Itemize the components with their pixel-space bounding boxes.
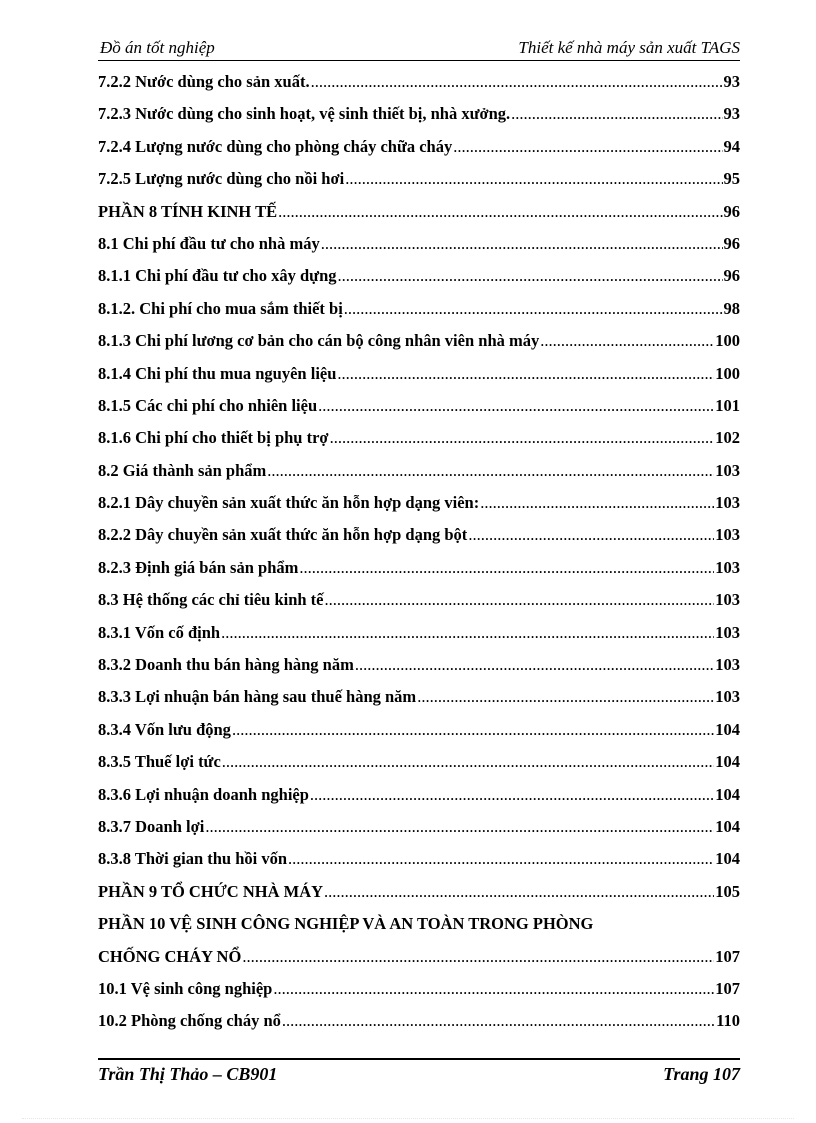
toc-entry-title: 8.3.6 Lợi nhuận doanh nghiệp <box>98 784 309 804</box>
toc-entry[interactable] <box>98 396 740 428</box>
toc-entry[interactable] <box>98 104 740 136</box>
toc-dot-leader <box>337 364 714 384</box>
toc-dot-leader <box>278 202 722 222</box>
toc-dot-leader <box>267 461 714 481</box>
toc-entry[interactable] <box>98 752 740 784</box>
toc-entry-page: 103 <box>715 655 740 675</box>
toc-entry-page: 107 <box>715 946 740 966</box>
toc-entry-page: 100 <box>715 331 740 351</box>
toc-dot-leader <box>222 752 714 772</box>
toc-dot-leader <box>288 849 714 869</box>
toc-entry-page: 101 <box>715 395 740 415</box>
toc-entry-title: 8.3.8 Thời gian thu hồi vốn <box>98 849 288 869</box>
toc-entry[interactable] <box>98 525 740 557</box>
toc-entry-page: 93 <box>723 72 740 91</box>
toc-entry-title: PHẦN 9 TỔ CHỨC NHÀ MÁY <box>98 881 324 901</box>
toc-entry-title: CHỐNG CHÁY NỔ <box>98 946 242 966</box>
toc-entry-page: 107 <box>715 978 740 998</box>
toc-entry-first-line[interactable] <box>98 914 740 946</box>
toc-entry-page: 104 <box>715 719 740 739</box>
toc-entry-title: 8.3.4 Vốn lưu động <box>98 719 231 739</box>
toc-entry-title: PHẦN 8 TÍNH KINH TẾ <box>98 201 278 221</box>
toc-entry-page: 95 <box>723 169 740 189</box>
toc-entry-title: 8.1.2. Chi phí cho mua sắm thiết bị <box>98 298 343 318</box>
toc-entry-page: 93 <box>723 104 740 124</box>
toc-entry[interactable] <box>98 137 740 169</box>
toc-entry-title: 10.1 Vệ sinh công nghiệp <box>98 978 273 998</box>
toc-dot-leader <box>310 785 714 805</box>
toc-entry-page: 103 <box>715 525 740 545</box>
table-of-contents <box>98 72 740 1044</box>
toc-entry-page: 94 <box>723 136 740 156</box>
toc-entry-title: 8.3.3 Lợi nhuận bán hàng sau thuế hàng năm <box>98 687 417 707</box>
toc-entry-page: 104 <box>715 784 740 804</box>
toc-entry[interactable] <box>98 266 740 298</box>
toc-entry-page: 98 <box>723 298 740 318</box>
toc-dot-leader <box>321 234 723 254</box>
toc-entry[interactable] <box>98 428 740 460</box>
toc-entry-title: 8.1 Chi phí đầu tư cho nhà máy <box>98 233 320 253</box>
toc-dot-leader <box>355 655 714 675</box>
toc-entry[interactable] <box>98 687 740 719</box>
page-bottom-divider <box>22 1118 794 1119</box>
toc-dot-leader <box>338 266 723 286</box>
toc-entry-page: 104 <box>715 752 740 772</box>
toc-entry-title: 8.3.5 Thuế lợi tức <box>98 752 221 772</box>
toc-entry[interactable] <box>98 364 740 396</box>
toc-entry[interactable] <box>98 720 740 752</box>
toc-entry-title: 8.3.2 Doanh thu bán hàng hàng năm <box>98 655 354 675</box>
toc-dot-leader <box>282 1011 715 1031</box>
toc-entry-page: 102 <box>715 428 740 448</box>
toc-entry-title: 8.3.1 Vốn cố định <box>98 622 221 642</box>
toc-entry[interactable] <box>98 655 740 687</box>
toc-entry-title: 8.3.7 Doanh lợi <box>98 816 205 836</box>
toc-entry[interactable] <box>98 331 740 363</box>
toc-entry[interactable] <box>98 234 740 266</box>
toc-dot-leader <box>221 623 714 643</box>
toc-entry[interactable] <box>98 882 740 914</box>
toc-dot-leader <box>480 493 714 513</box>
toc-entry[interactable] <box>98 558 740 590</box>
toc-entry-title: 8.2.1 Dây chuyền sản xuất thức ăn hỗn hợp dạng viên: <box>98 493 480 513</box>
toc-entry-title: 8.1.4 Chi phí thu mua nguyên liệu <box>98 363 337 383</box>
toc-entry[interactable] <box>98 849 740 881</box>
footer-page-number: Trang 107 <box>663 1064 740 1084</box>
toc-entry[interactable] <box>98 461 740 493</box>
page-footer <box>98 1058 740 1090</box>
toc-entry[interactable] <box>98 202 740 234</box>
toc-entry-page: 110 <box>716 1011 740 1031</box>
toc-entry-title: 7.2.5 Lượng nước dùng cho nồi hơi <box>98 169 345 189</box>
toc-entry-title: 8.1.3 Chi phí lương cơ bản cho cán bộ công nhân viên nhà máy <box>98 331 540 351</box>
toc-entry[interactable] <box>98 1011 740 1043</box>
toc-entry-page: 103 <box>715 590 740 610</box>
toc-entry-title: 7.2.2 Nước dùng cho sản xuất. <box>98 72 310 91</box>
toc-entry-title: 8.2.3 Định giá bán sản phẩm <box>98 557 299 577</box>
header-left-text: Đồ án tốt nghiệp <box>100 38 215 57</box>
page-header <box>98 36 740 61</box>
toc-dot-leader <box>299 558 714 578</box>
toc-entry-title: 8.2 Giá thành sản phẩm <box>98 460 267 480</box>
toc-entry[interactable] <box>98 623 740 655</box>
toc-entry[interactable] <box>98 785 740 817</box>
toc-dot-leader <box>273 979 714 999</box>
toc-entry-page: 100 <box>715 363 740 383</box>
toc-entry-title: 7.2.4 Lượng nước dùng cho phòng cháy chữa cháy <box>98 136 453 156</box>
toc-dot-leader <box>205 817 714 837</box>
toc-dot-leader <box>311 72 723 92</box>
toc-dot-leader <box>318 396 714 416</box>
toc-entry[interactable] <box>98 299 740 331</box>
toc-entry[interactable] <box>98 979 740 1011</box>
toc-dot-leader <box>242 947 714 967</box>
toc-entry-title: PHẦN 10 VỆ SINH CÔNG NGHIỆP VÀ AN TOÀN TRONG PHÒNG <box>98 914 594 934</box>
toc-entry-page: 96 <box>723 266 740 286</box>
toc-entry-title: 8.1.1 Chi phí đầu tư cho xây dựng <box>98 266 337 286</box>
toc-entry[interactable] <box>98 72 740 104</box>
footer-author: Trần Thị Thảo – CB901 <box>98 1064 278 1084</box>
toc-entry[interactable] <box>98 169 740 201</box>
toc-entry-title: 10.2 Phòng chống cháy nổ <box>98 1011 281 1031</box>
toc-entry-title: 8.1.6 Chi phí cho thiết bị phụ trợ <box>98 428 329 448</box>
toc-dot-leader <box>540 331 714 351</box>
toc-entry-page: 105 <box>715 881 740 901</box>
toc-dot-leader <box>417 687 714 707</box>
toc-entry-title: 8.1.5 Các chi phí cho nhiên liệu <box>98 395 318 415</box>
toc-entry-page: 103 <box>715 622 740 642</box>
toc-entry-page: 103 <box>715 460 740 480</box>
toc-entry-title: 8.3 Hệ thống các chỉ tiêu kinh tế <box>98 590 324 610</box>
toc-entry[interactable] <box>98 947 740 979</box>
toc-entry-title: 7.2.3 Nước dùng cho sinh hoạt, vệ sinh thiết bị, nhà xưởng. <box>98 104 511 124</box>
toc-dot-leader <box>232 720 714 740</box>
toc-entry-title: 8.2.2 Dây chuyền sản xuất thức ăn hỗn hợp dạng bột <box>98 525 468 545</box>
toc-entry-page: 103 <box>715 687 740 707</box>
toc-entry[interactable] <box>98 817 740 849</box>
toc-entry-page: 96 <box>723 233 740 253</box>
toc-dot-leader <box>468 525 714 545</box>
header-right-text: Thiết kế nhà máy sản xuất TAGS <box>518 38 740 57</box>
toc-dot-leader <box>344 299 723 319</box>
toc-dot-leader <box>325 590 715 610</box>
toc-dot-leader <box>453 137 722 157</box>
toc-dot-leader <box>330 428 715 448</box>
toc-entry-page: 103 <box>715 557 740 577</box>
toc-entry[interactable] <box>98 493 740 525</box>
toc-entry[interactable] <box>98 590 740 622</box>
toc-dot-leader <box>324 882 714 902</box>
toc-entry-page: 96 <box>723 201 740 221</box>
toc-entry-page: 104 <box>715 849 740 869</box>
toc-entry-page: 103 <box>715 493 740 513</box>
toc-dot-leader <box>511 104 722 124</box>
toc-entry-page: 104 <box>715 816 740 836</box>
toc-dot-leader <box>345 169 722 189</box>
